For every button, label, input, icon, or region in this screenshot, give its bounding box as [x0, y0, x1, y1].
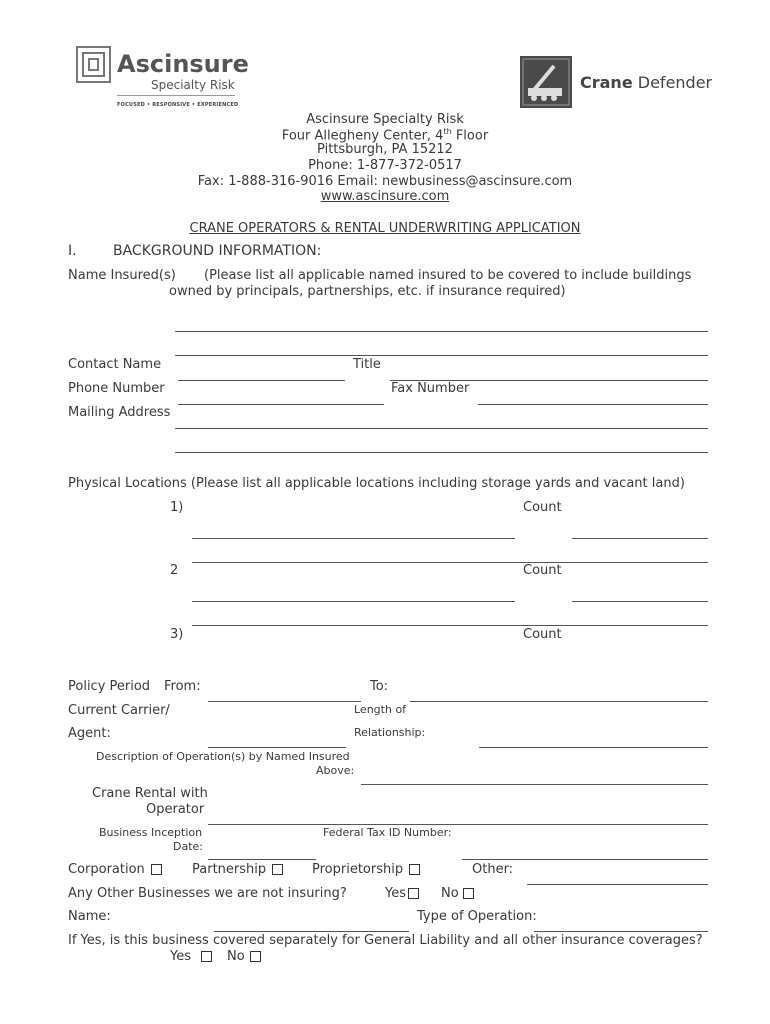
section-number: I. — [68, 243, 77, 259]
current-carrier-label: Current Carrier/ — [68, 703, 170, 718]
title-label: Title — [353, 357, 381, 372]
location-2-count-label: Count — [523, 563, 562, 578]
agent-label: Agent: — [68, 726, 111, 741]
agent-line[interactable] — [208, 747, 346, 748]
ascinsure-logo-tagline: FOCUSED • RESPONSIVE • EXPERIENCED — [117, 102, 239, 108]
location-2-label: 2 — [170, 563, 179, 578]
if-yes-no: No — [227, 949, 261, 964]
relationship-label: Relationship: — [354, 726, 426, 739]
other-businesses-yes-checkbox[interactable] — [408, 888, 419, 899]
policy-from-line[interactable] — [208, 701, 361, 702]
location-1-count-line[interactable] — [572, 538, 708, 539]
federal-tax-id-line[interactable] — [462, 859, 708, 860]
crane-rental-label-2: Operator — [146, 802, 205, 817]
phone-number-label: Phone Number — [68, 381, 165, 396]
header-phone: Phone: 1-877-372-0517 — [308, 158, 462, 173]
crane-defender-text: Crane Defender — [580, 73, 713, 92]
policy-from-label: From: — [164, 679, 201, 694]
location-1-count-label: Count — [523, 500, 562, 515]
if-yes-question: If Yes, is this business covered separately for General Liability and all other insurance coverages? — [68, 933, 703, 948]
other-line[interactable] — [527, 884, 708, 885]
contact-name-label: Contact Name — [68, 357, 162, 372]
form-title: CRANE OPERATORS & RENTAL UNDERWRITING APPLICATION — [189, 221, 581, 236]
name-insured-line-2[interactable] — [175, 355, 708, 356]
mailing-address-line-1[interactable] — [175, 428, 708, 429]
ascinsure-logo-sub: Specialty Risk — [151, 78, 235, 92]
location-3-label: 3) — [170, 627, 184, 642]
name-insured-note-1: (Please list all applicable named insured to be covered to include buildings — [204, 268, 692, 283]
name-insured-line-1[interactable] — [175, 331, 708, 332]
business-inception-label-1: Business Inception — [99, 826, 203, 839]
policy-period-label: Policy Period — [68, 679, 151, 694]
policy-to-line[interactable] — [410, 701, 708, 702]
name-label: Name: — [68, 909, 111, 924]
federal-tax-id-label: Federal Tax ID Number: — [323, 826, 452, 839]
if-yes-yes: Yes — [170, 949, 212, 964]
header-address1: Four Allegheny Center, 4th Floor — [281, 127, 489, 144]
other-businesses-no-checkbox[interactable] — [463, 888, 474, 899]
crane-rental-line[interactable] — [208, 824, 708, 825]
corporation-checkbox[interactable] — [151, 864, 162, 875]
corporation-option: Corporation — [68, 862, 162, 877]
fax-number-label: Fax Number — [391, 381, 470, 396]
description-ops-line[interactable] — [361, 784, 708, 785]
contact-name-line[interactable] — [178, 380, 345, 381]
location-2-line[interactable] — [192, 601, 515, 602]
location-2-line-2[interactable] — [192, 625, 708, 626]
section-title: BACKGROUND INFORMATION: — [113, 243, 322, 259]
header-address2: Pittsburgh, PA 15212 — [317, 142, 453, 157]
physical-locations-label: Physical Locations (Please list all applicable locations including storage yards and vacant land) — [68, 476, 685, 491]
proprietorship-option: Proprietorship — [312, 862, 420, 877]
business-inception-label-2: Date: — [173, 840, 203, 853]
description-ops-label-1: Description of Operation(s) by Named Insured — [96, 750, 350, 763]
business-inception-line[interactable] — [208, 859, 316, 860]
crane-rental-label-1: Crane Rental with — [92, 786, 208, 801]
proprietorship-checkbox[interactable] — [409, 864, 420, 875]
header-website[interactable]: www.ascinsure.com — [320, 189, 450, 204]
name-insured-note-2: owned by principals, partnerships, etc. if insurance required) — [169, 284, 566, 299]
other-businesses-label: Any Other Businesses we are not insuring? — [68, 886, 347, 901]
header-fax-email: Fax: 1-888-316-9016 Email: newbusiness@ascinsure.com — [197, 174, 573, 189]
location-1-line[interactable] — [192, 538, 515, 539]
other-businesses-no: No — [441, 886, 474, 901]
partnership-checkbox[interactable] — [272, 864, 283, 875]
location-3-count-label: Count — [523, 627, 562, 642]
location-1-label: 1) — [170, 500, 184, 515]
name-line[interactable] — [214, 931, 409, 932]
if-yes-yes-checkbox[interactable] — [201, 951, 212, 962]
mailing-address-label: Mailing Address — [68, 405, 171, 420]
policy-to-label: To: — [370, 679, 389, 694]
ascinsure-logo-mark-icon — [76, 46, 112, 84]
length-of-label: Length of — [354, 703, 407, 716]
relationship-line[interactable] — [479, 747, 708, 748]
fax-number-line[interactable] — [478, 404, 708, 405]
other-label: Other: — [472, 862, 514, 877]
name-insured-label: Name Insured(s) — [68, 268, 176, 283]
if-yes-no-checkbox[interactable] — [250, 951, 261, 962]
description-ops-label-2: Above: — [316, 764, 355, 777]
location-2-count-line[interactable] — [572, 601, 708, 602]
other-businesses-yes: Yes — [385, 886, 419, 901]
partnership-option: Partnership — [192, 862, 283, 877]
type-of-operation-line[interactable] — [534, 931, 708, 932]
header-company: Ascinsure Specialty Risk — [306, 112, 464, 127]
crane-icon — [520, 56, 572, 108]
mailing-address-line-2[interactable] — [175, 452, 708, 453]
type-of-operation-label: Type of Operation: — [417, 909, 537, 924]
location-1-line-2[interactable] — [192, 562, 708, 563]
ascinsure-logo-name: Ascinsure — [117, 50, 249, 78]
phone-number-line[interactable] — [178, 404, 384, 405]
